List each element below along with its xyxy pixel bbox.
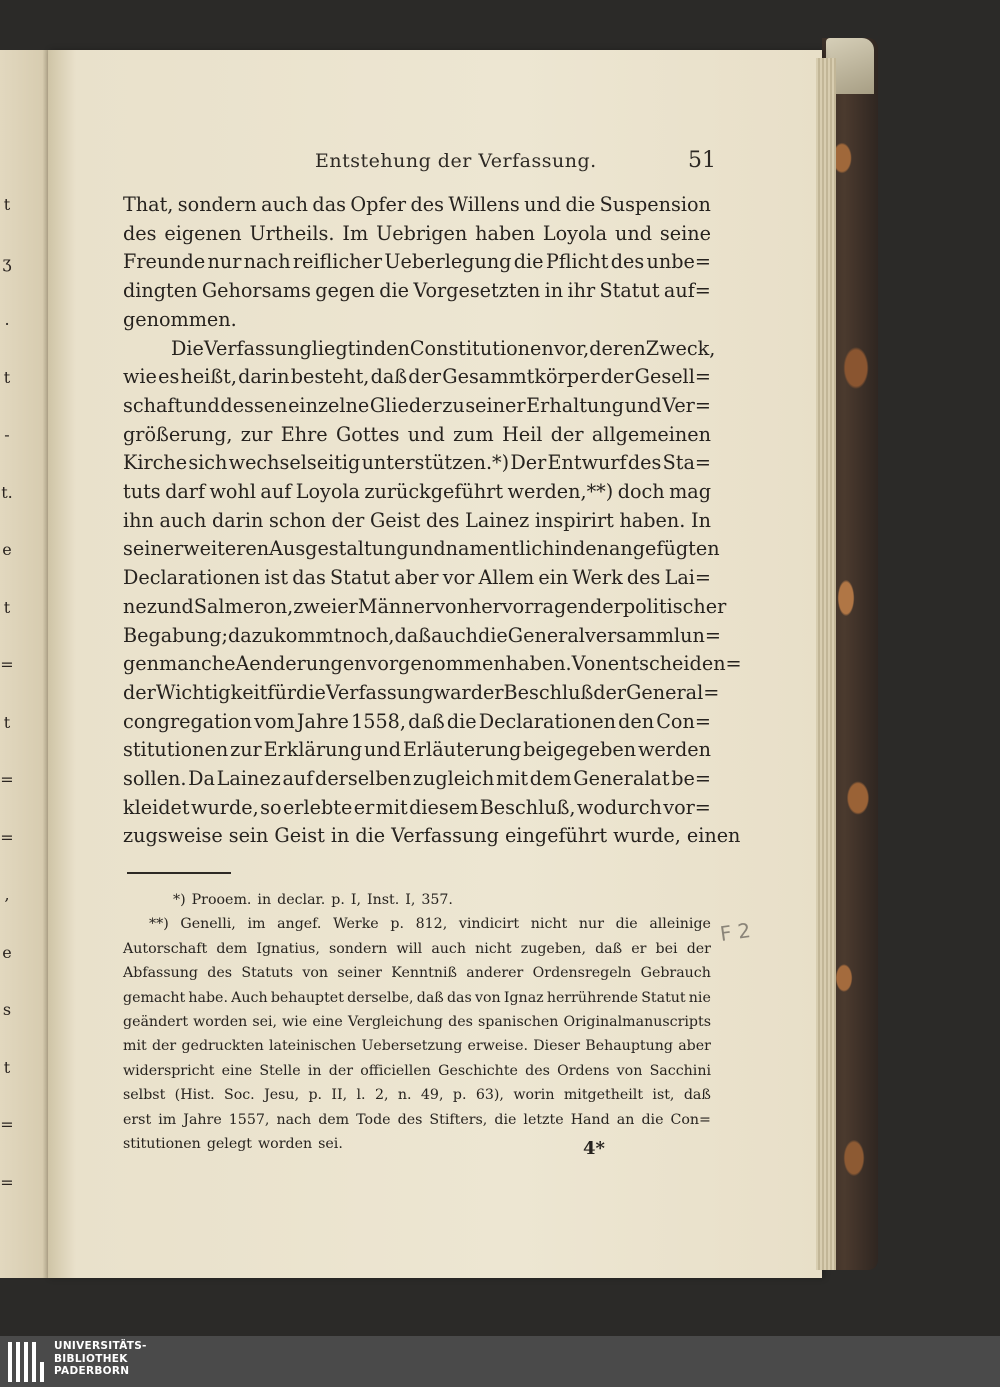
left-margin-char: = xyxy=(0,827,14,847)
library-footer xyxy=(0,1336,1000,1387)
footnote-line: gemacht habe. Auch behauptet derselbe, daß das von Ignaz herrührende Statut nie xyxy=(123,989,711,1006)
page-edge-stack xyxy=(816,58,836,1270)
body-text xyxy=(123,191,742,851)
footnote-line: Autorschaft dem Ignatius, sondern will auch nicht zugeben, daß er bei der xyxy=(123,940,711,957)
left-margin-char: - xyxy=(4,425,10,444)
body-line: gen manche Aenderungen vorgenommen haben. Von entscheiden= xyxy=(123,652,742,676)
pencil-note: F 2 xyxy=(718,917,753,947)
footnote-line: widerspricht eine Stelle in der officiellen Geschichte des Ordens von Sacchini xyxy=(123,1062,711,1079)
footnotes xyxy=(123,888,711,1156)
footnote-line: erst im Jahre 1557, nach dem Tode des Stifters, die letzte Hand an die Con= xyxy=(123,1111,711,1128)
left-margin-char: t xyxy=(3,712,11,732)
body-line: ihn auch darin schon der Geist des Lainez inspirirt haben. In xyxy=(123,508,711,532)
left-margin-char: e xyxy=(2,942,12,962)
body-line: Freunde nur nach reiflicher Ueberlegung die Pflicht des unbe= xyxy=(123,250,711,274)
footnote-line: geändert worden sei, wie eine Vergleichung des spanischen Originalmanuscripts xyxy=(123,1014,711,1031)
footnote-line: selbst (Hist. Soc. Jesu, p. II, l. 2, n. 49, p. 63), worin mitgetheilt ist, daß xyxy=(123,1087,711,1104)
body-line: sollen. Da Lainez auf derselben zugleich mit dem Generalat be= xyxy=(123,767,711,791)
footnote-line: **) Genelli, im angef. Werke p. 812, vindicirt nicht nur die alleinige xyxy=(149,916,711,933)
library-logo-icon xyxy=(8,1342,48,1382)
body-line: seiner weiteren Ausgestaltung und namentlich in den angefügten xyxy=(123,537,720,561)
body-line: Die Verfassung liegt in den Constitutionen vor, deren Zweck, xyxy=(171,336,716,360)
footnote-line: Abfassung des Statuts von seiner Kenntniß anderer Ordensregeln Gebrauch xyxy=(123,965,711,982)
left-margin-char: t xyxy=(3,1057,11,1077)
signature-mark: 4* xyxy=(583,1138,605,1159)
logo-line-1: UNIVERSITÄTS- xyxy=(54,1340,147,1352)
body-line: wie es heißt, darin besteht, daß der Gesammtkörper der Gesell= xyxy=(123,365,711,389)
body-line: stitutionen zur Erklärung und Erläuterung beigegeben werden xyxy=(123,738,711,762)
footnote-line: stitutionen gelegt worden sei. xyxy=(123,1136,343,1153)
footnote-line: *) Prooem. in declar. p. I, Inst. I, 357. xyxy=(173,892,453,908)
left-margin-char: = xyxy=(0,655,14,674)
left-margin-char: t xyxy=(3,195,11,214)
body-line: Begabung; dazu kommt noch, daß auch die Generalversammlun= xyxy=(123,623,721,647)
body-line: kleidet wurde, so erlebte er mit diesem Beschluß, wodurch vor= xyxy=(123,795,711,819)
left-margin-char: = xyxy=(0,1172,14,1192)
left-margin-char: , xyxy=(4,885,10,904)
left-margin-char: = xyxy=(0,770,14,789)
left-margin-char: ʒ xyxy=(2,252,12,272)
body-line: zugsweise sein Geist in die Verfassung eingeführt wurde, einen xyxy=(123,824,741,848)
body-line: dingten Gehorsams gegen die Vorgesetzten in ihr Statut auf= xyxy=(123,279,711,303)
body-line: größerung, zur Ehre Gottes und zum Heil der allgemeinen xyxy=(123,422,711,446)
left-page-edge xyxy=(0,50,50,1278)
body-line: Declarationen ist das Statut aber vor Allem ein Werk des Lai= xyxy=(123,566,711,590)
body-line: congregation vom Jahre 1558, daß die Declarationen den Con= xyxy=(123,709,711,733)
left-margin-char: t xyxy=(3,367,11,387)
left-margin-char: t. xyxy=(1,482,13,502)
body-line: des eigenen Urtheils. Im Uebrigen haben Loyola und seine xyxy=(123,221,711,245)
logo-line-3: PADERBORN xyxy=(54,1365,130,1377)
body-line: tuts darf wohl auf Loyola zurückgeführt werden,**) doch mag xyxy=(123,480,711,504)
running-head: Entstehung der Verfassung. xyxy=(315,150,597,172)
footnote-line: mit der gedruckten lateinischen Uebersetzung erweise. Dieser Behauptung aber xyxy=(123,1038,711,1055)
body-line: Kirche sich wechselseitig unterstützen.*) Der Entwurf des Sta= xyxy=(123,451,711,475)
left-margin-char: = xyxy=(0,1115,14,1134)
footnote-rule xyxy=(127,872,231,874)
page-header xyxy=(0,150,1000,180)
left-margin-char: s xyxy=(2,1000,12,1019)
body-line: nez und Salmeron, zweier Männer von hervorragender politischer xyxy=(123,594,727,618)
library-logo-text xyxy=(54,1340,147,1378)
body-line: der Wichtigkeit für die Verfassung war der Beschluß der General= xyxy=(123,680,720,704)
page-number: 51 xyxy=(688,148,716,173)
left-margin-char: e xyxy=(2,540,12,559)
logo-line-2: BIBLIOTHEK xyxy=(54,1352,128,1365)
body-line: schaft und dessen einzelne Glieder zu seiner Erhaltung und Ver= xyxy=(123,393,711,417)
body-line: That, sondern auch das Opfer des Willens und die Suspension xyxy=(123,193,711,216)
left-margin-char: . xyxy=(4,310,10,329)
body-line: genommen. xyxy=(123,307,237,331)
left-margin-char: t xyxy=(3,597,11,617)
